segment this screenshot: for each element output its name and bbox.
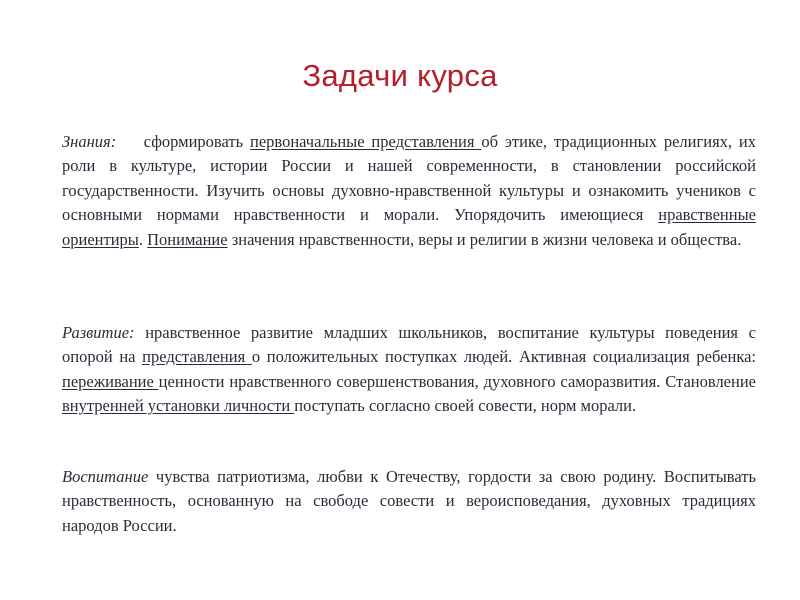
knowledge-text-4: значения нравственности, веры и религии в жизни человека и общества. bbox=[227, 229, 742, 249]
knowledge-text-1: сформировать bbox=[143, 132, 250, 151]
development-underline-3: внутренней установки личности bbox=[62, 396, 295, 416]
knowledge-label: Знания: bbox=[62, 132, 117, 151]
development-paragraph bbox=[62, 321, 756, 419]
development-text-4: поступать согласно своей совести, норм морали. bbox=[294, 396, 637, 416]
development-underline-1: представления bbox=[142, 347, 252, 367]
development-text-1: нравственное развитие младших школьников, воспитание культуры поведения с опорой на bbox=[62, 323, 756, 367]
knowledge-text-3: . bbox=[138, 229, 148, 249]
upbringing-paragraph bbox=[62, 465, 756, 538]
development-text-3: ценности нравственного совершенствования, духовного саморазвития. Становление bbox=[158, 371, 756, 391]
knowledge-paragraph bbox=[62, 130, 756, 252]
development-label: Развитие: bbox=[62, 323, 135, 342]
knowledge-underline-3: Понимание bbox=[147, 229, 228, 249]
development-text-2: о положительных поступках людей. Активная социализация ребенка: bbox=[251, 347, 756, 367]
upbringing-text-1: чувства патриотизма, любви к Отечеству, гордости за свою родину. Воспитывать нравственность, основанную на свободе совести и вероисповедания, духовных традициях народов России. bbox=[62, 467, 756, 535]
knowledge-text-2: об этике, традиционных религиях, их роли в культуре, истории России и нашей современности, в становлении российской государственности. Изучить основы духовно-нравственной культуры и ознакомить учеников с основными нормами нравственности и морали. Упорядочить имеющиеся bbox=[62, 132, 756, 225]
knowledge-underline-2: нравственные ориентиры bbox=[62, 205, 756, 249]
upbringing-label: Воспитание bbox=[62, 467, 149, 486]
knowledge-underline-1: первоначальные представления bbox=[249, 132, 482, 151]
slide-title: Задачи курса bbox=[302, 58, 498, 93]
development-underline-2: переживание bbox=[62, 371, 159, 391]
